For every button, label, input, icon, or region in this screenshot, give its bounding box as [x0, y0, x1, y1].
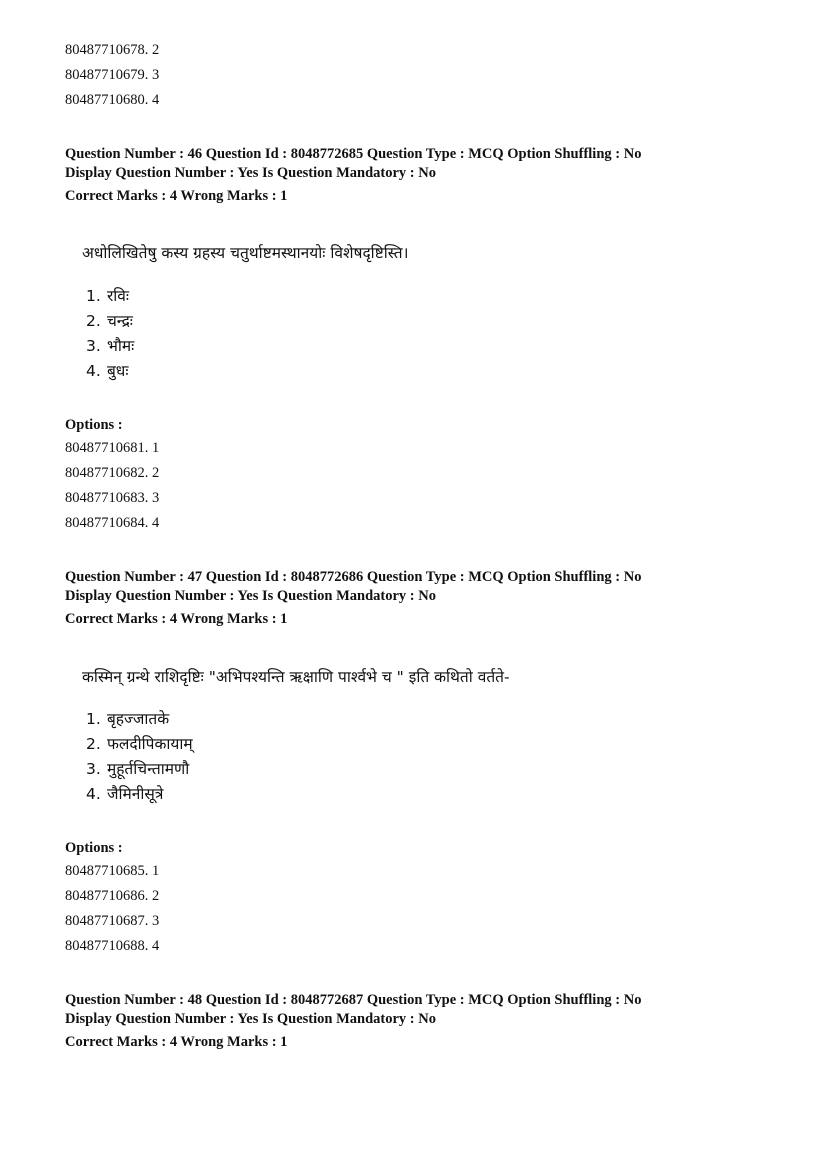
option-line: 80487710682. 2: [65, 465, 160, 481]
choice-number: 2.: [86, 312, 101, 330]
question-46-choice-4: [86, 360, 128, 382]
question-46-options-label: Options :: [65, 417, 123, 433]
choice-label: जैमिनीसूत्रे: [106, 785, 164, 803]
question-47-header-line1: Question Number : 47 Question Id : 8048772686 Question Type : MCQ Option Shuffling : No: [65, 569, 642, 585]
option-line: 80487710687. 3: [65, 913, 160, 929]
question-47-choice-4: [86, 783, 163, 805]
choice-number: 1.: [86, 287, 101, 305]
choice-number: 4.: [86, 362, 101, 380]
choice-number: 3.: [86, 337, 101, 355]
option-line: 80487710680. 4: [65, 92, 160, 108]
choice-label: बृहज्जातके: [106, 710, 170, 728]
option-line: 80487710686. 2: [65, 888, 160, 904]
option-line: 80487710684. 4: [65, 515, 160, 531]
choice-label: भौमः: [106, 337, 135, 355]
question-48-header-line2: Display Question Number : Yes Is Question Mandatory : No: [65, 1011, 436, 1027]
question-46-header-line1: Question Number : 46 Question Id : 8048772685 Question Type : MCQ Option Shuffling : No: [65, 146, 642, 162]
choice-label: मुहूर्तचिन्तामणौ: [106, 760, 190, 778]
question-47-header-line2: Display Question Number : Yes Is Question Mandatory : No: [65, 588, 436, 604]
option-line: 80487710683. 3: [65, 490, 160, 506]
question-46-text: अधोलिखितेषु कस्य ग्रहस्य चतुर्थाष्टमस्थानयोः विशेषदृष्टिस्ति।: [82, 244, 409, 262]
question-46-choice-3: [86, 335, 134, 357]
question-48-marks: Correct Marks : 4 Wrong Marks : 1: [65, 1034, 288, 1050]
question-46-choice-2: [86, 310, 133, 332]
question-47-choice-2: [86, 733, 193, 755]
choice-label: चन्द्रः: [106, 312, 133, 330]
option-line: 80487710688. 4: [65, 938, 160, 954]
question-47-marks: Correct Marks : 4 Wrong Marks : 1: [65, 611, 288, 627]
question-46-marks: Correct Marks : 4 Wrong Marks : 1: [65, 188, 288, 204]
question-46-header-line2: Display Question Number : Yes Is Question Mandatory : No: [65, 165, 436, 181]
choice-number: 3.: [86, 760, 101, 778]
question-47-choice-3: [86, 758, 189, 780]
question-48-header-line1: Question Number : 48 Question Id : 8048772687 Question Type : MCQ Option Shuffling : No: [65, 992, 642, 1008]
choice-number: 1.: [86, 710, 101, 728]
choice-label: बुधः: [106, 362, 129, 380]
option-line: 80487710681. 1: [65, 440, 160, 456]
choice-number: 4.: [86, 785, 101, 803]
choice-label: फलदीपिकायाम्: [106, 735, 193, 753]
question-47-options-label: Options :: [65, 840, 123, 856]
option-line: 80487710678. 2: [65, 42, 160, 58]
choice-number: 2.: [86, 735, 101, 753]
choice-label: रविः: [106, 287, 130, 305]
question-47-choice-1: [86, 708, 169, 730]
option-line: 80487710679. 3: [65, 67, 160, 83]
question-46-choice-1: [86, 285, 129, 307]
option-line: 80487710685. 1: [65, 863, 160, 879]
question-47-text: कस्मिन् ग्रन्थे राशिदृष्टिः "अभिपश्यन्ति ऋक्षाणि पार्श्वभे च " इति कथितो वर्तते-: [82, 668, 510, 686]
